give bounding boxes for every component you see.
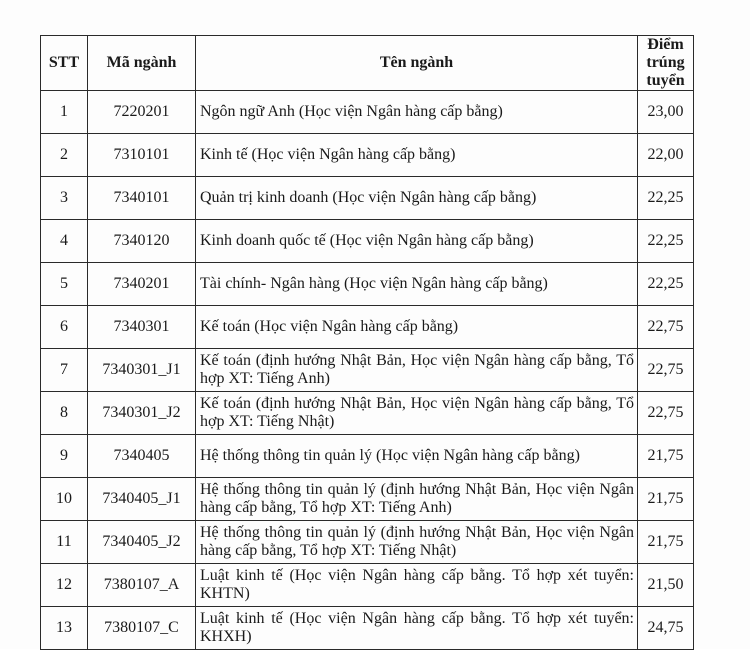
cell-code: 7340405_J1 [88,478,196,521]
cell-code: 7340201 [88,263,196,306]
cell-name: Kế toán (định hướng Nhật Bản, Học viện Ngân hàng cấp bằng, Tổ hợp XT: Tiếng Anh) [196,349,638,392]
cell-score: 22,25 [638,220,694,263]
cell-stt: 12 [41,564,88,607]
cell-name: Kinh tế (Học viện Ngân hàng cấp bằng) [196,134,638,177]
cell-score: 24,75 [638,607,694,650]
cell-score: 22,00 [638,134,694,177]
cell-stt: 8 [41,392,88,435]
table-row [41,564,694,607]
cell-score: 22,75 [638,392,694,435]
cell-name: Hệ thống thông tin quản lý (Học viện Ngân hàng cấp bằng) [196,435,638,478]
cell-stt: 2 [41,134,88,177]
cell-code: 7340405_J2 [88,521,196,564]
cell-score: 21,50 [638,564,694,607]
cell-score: 21,75 [638,435,694,478]
cell-name: Ngôn ngữ Anh (Học viện Ngân hàng cấp bằng) [196,91,638,134]
cell-score: 22,25 [638,263,694,306]
cell-code: 7340301 [88,306,196,349]
cell-stt: 3 [41,177,88,220]
cell-code: 7340301_J2 [88,392,196,435]
cell-name: Kế toán (định hướng Nhật Bản, Học viện Ngân hàng cấp bằng, Tổ hợp XT: Tiếng Nhật) [196,392,638,435]
cell-score: 21,75 [638,521,694,564]
header-stt: STT [41,36,88,91]
cell-stt: 11 [41,521,88,564]
cell-code: 7380107_A [88,564,196,607]
table-row [41,349,694,392]
cell-name: Luật kinh tế (Học viện Ngân hàng cấp bằng. Tổ hợp xét tuyển: KHXH) [196,607,638,650]
table-row [41,220,694,263]
header-name: Tên ngành [196,36,638,91]
cell-name: Tài chính- Ngân hàng (Học viện Ngân hàng cấp bằng) [196,263,638,306]
cell-name: Kế toán (Học viện Ngân hàng cấp bằng) [196,306,638,349]
cell-stt: 1 [41,91,88,134]
admission-score-table [40,35,694,650]
cell-code: 7340301_J1 [88,349,196,392]
cell-name: Kinh doanh quốc tế (Học viện Ngân hàng cấp bằng) [196,220,638,263]
header-code: Mã ngành [88,36,196,91]
cell-score: 21,75 [638,478,694,521]
cell-score: 22,75 [638,349,694,392]
cell-code: 7310101 [88,134,196,177]
table-row [41,263,694,306]
cell-code: 7220201 [88,91,196,134]
cell-stt: 6 [41,306,88,349]
table-row [41,478,694,521]
table-row [41,134,694,177]
cell-stt: 9 [41,435,88,478]
table-row [41,392,694,435]
cell-code: 7340120 [88,220,196,263]
cell-score: 22,25 [638,177,694,220]
cell-code: 7380107_C [88,607,196,650]
header-score: Điểm trúng tuyển [638,36,694,91]
cell-stt: 13 [41,607,88,650]
table-row [41,435,694,478]
cell-score: 22,75 [638,306,694,349]
table-row [41,91,694,134]
cell-score: 23,00 [638,91,694,134]
cell-stt: 4 [41,220,88,263]
table-header-row [41,36,694,91]
cell-code: 7340405 [88,435,196,478]
table-row [41,607,694,650]
cell-code: 7340101 [88,177,196,220]
cell-name: Quản trị kinh doanh (Học viện Ngân hàng cấp bằng) [196,177,638,220]
cell-stt: 5 [41,263,88,306]
cell-name: Hệ thống thông tin quản lý (định hướng Nhật Bản, Học viện Ngân hàng cấp bằng, Tổ hợp XT: Tiếng Anh) [196,478,638,521]
cell-stt: 7 [41,349,88,392]
cell-name: Hệ thống thông tin quản lý (định hướng Nhật Bản, Học viện Ngân hàng cấp bằng, Tổ hợp XT: Tiếng Nhật) [196,521,638,564]
table-row [41,177,694,220]
table-row [41,306,694,349]
cell-name: Luật kinh tế (Học viện Ngân hàng cấp bằng. Tổ hợp xét tuyển: KHTN) [196,564,638,607]
table-row [41,521,694,564]
cell-stt: 10 [41,478,88,521]
